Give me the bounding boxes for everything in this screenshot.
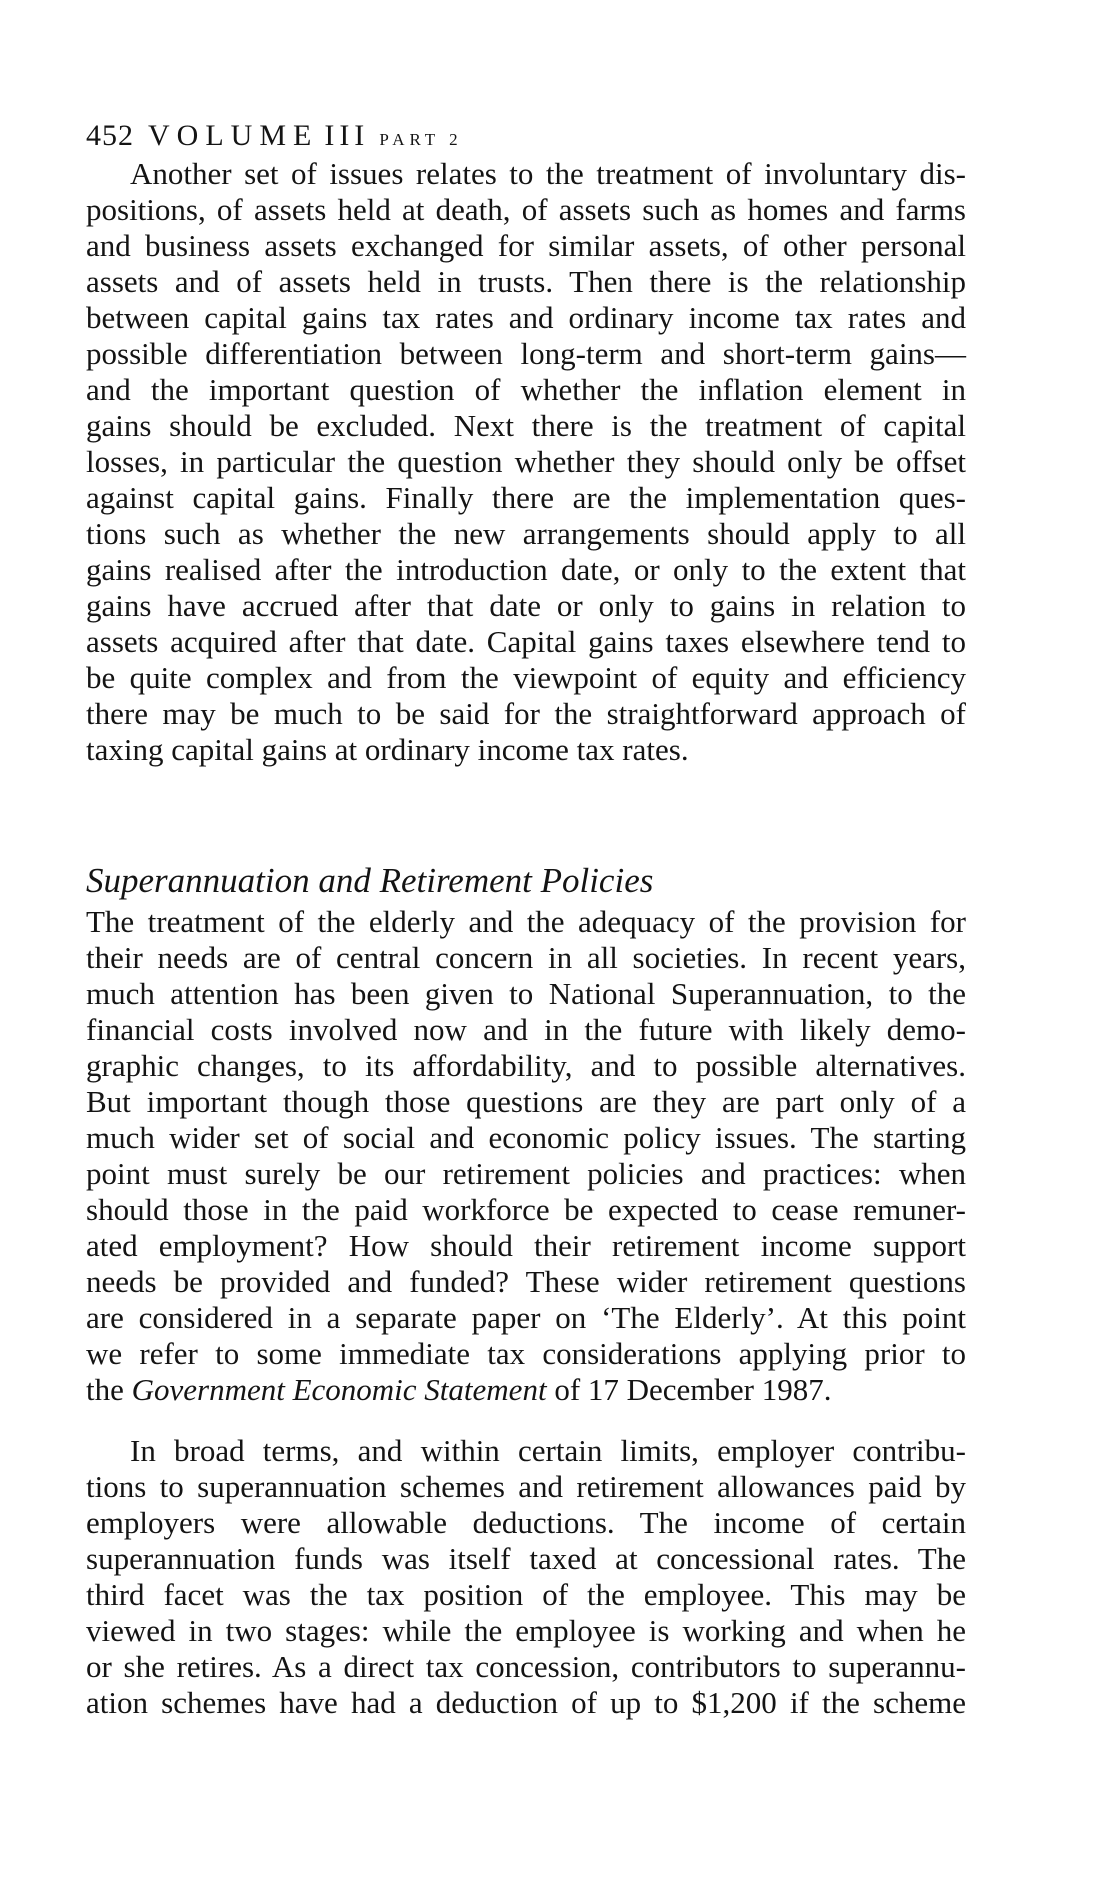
text-line: much attention has been given to National Superannuation, to the — [86, 976, 966, 1011]
text-line: their needs are of central concern in all societies. In recent years, — [86, 940, 966, 975]
text-line: much wider set of social and economic policy issues. The starting — [86, 1120, 966, 1155]
text-line: But important though those questions are they are part only of a — [86, 1084, 966, 1119]
section-heading: Superannuation and Retirement Policies — [86, 861, 654, 900]
text-line: ation schemes have had a deduction of up to $1,200 if the scheme — [86, 1685, 966, 1720]
paragraph-tax-treatment — [86, 1433, 966, 1721]
text-line: employers were allowable deductions. The income of certain — [86, 1505, 966, 1540]
volume-label: VOLUME — [148, 119, 319, 152]
volume-number: III — [324, 119, 370, 152]
text-line: ated employment? How should their retirement income support — [86, 1228, 966, 1263]
text-line — [86, 1372, 966, 1408]
text-line: be quite complex and from the viewpoint of equity and efficiency — [86, 660, 966, 695]
text-line: gains have accrued after that date or only to gains in relation to — [86, 588, 966, 623]
text-fragment: of 17 December 1987. — [546, 1372, 832, 1407]
paragraph-capital-gains — [86, 156, 966, 768]
text-line: and business assets exchanged for similar assets, of other personal — [86, 228, 966, 263]
part-label: PART 2 — [379, 130, 463, 149]
text-line: gains realised after the introduction date, or only to the extent that — [86, 552, 966, 587]
text-line: assets acquired after that date. Capital gains taxes elsewhere tend to — [86, 624, 966, 659]
text-fragment: the — [86, 1372, 132, 1407]
text-line: should those in the paid workforce be expected to cease remuner- — [86, 1192, 966, 1227]
text-line: positions, of assets held at death, of assets such as homes and farms — [86, 192, 966, 227]
text-line: The treatment of the elderly and the adequacy of the provision for — [86, 904, 966, 939]
text-line: between capital gains tax rates and ordinary income tax rates and — [86, 300, 966, 335]
text-line: point must surely be our retirement policies and practices: when — [86, 1156, 966, 1191]
text-line: tions such as whether the new arrangements should apply to all — [86, 516, 966, 551]
text-line: or she retires. As a direct tax concession, contributors to superannu- — [86, 1649, 966, 1684]
text-line: graphic changes, to its affordability, and to possible alternatives. — [86, 1048, 966, 1083]
paragraph-superannuation — [86, 904, 966, 1408]
text-line: third facet was the tax position of the employee. This may be — [86, 1577, 966, 1612]
text-line: there may be much to be said for the straightforward approach of — [86, 696, 966, 731]
text-line: against capital gains. Finally there are the implementation ques- — [86, 480, 966, 515]
text-line: viewed in two stages: while the employee is working and when he — [86, 1613, 966, 1648]
page-number: 452 — [86, 119, 134, 152]
text-line: losses, in particular the question whether they should only be offset — [86, 444, 966, 479]
text-line: assets and of assets held in trusts. Then there is the relationship — [86, 264, 966, 299]
running-head — [86, 118, 463, 158]
text-line: taxing capital gains at ordinary income tax rates. — [86, 732, 689, 767]
text-line: Another set of issues relates to the treatment of involuntary dis- — [130, 156, 966, 191]
text-line: we refer to some immediate tax considerations applying prior to — [86, 1336, 966, 1371]
text-line: are considered in a separate paper on ‘The Elderly’. At this point — [86, 1300, 966, 1335]
text-line: superannuation funds was itself taxed at concessional rates. The — [86, 1541, 966, 1576]
text-line: financial costs involved now and in the future with likely demo- — [86, 1012, 966, 1047]
text-line: and the important question of whether the inflation element in — [86, 372, 966, 407]
text-line: tions to superannuation schemes and retirement allowances paid by — [86, 1469, 966, 1504]
text-line: needs be provided and funded? These wider retirement questions — [86, 1264, 966, 1299]
text-line: possible differentiation between long-term and short-term gains— — [86, 336, 966, 371]
text-line: In broad terms, and within certain limits, employer contribu- — [130, 1433, 966, 1468]
text-line: gains should be excluded. Next there is the treatment of capital — [86, 408, 966, 443]
publication-title: Government Economic Statement — [131, 1372, 547, 1407]
